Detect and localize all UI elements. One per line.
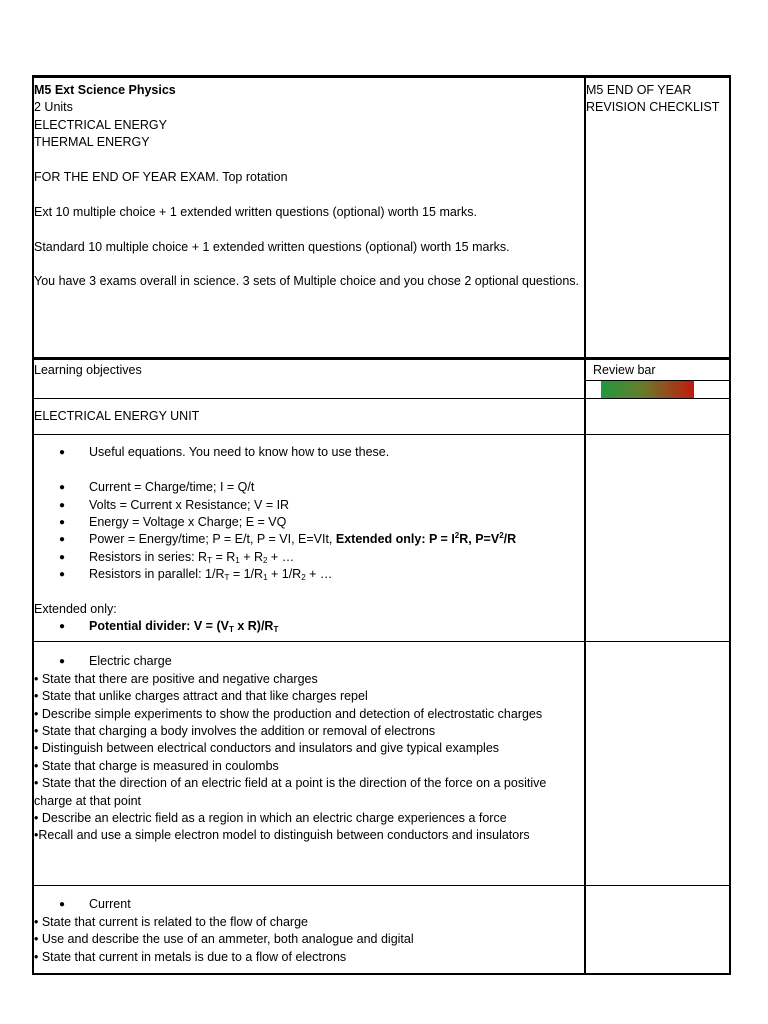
equations-review-cell bbox=[585, 435, 730, 642]
learning-objectives-label: Learning objectives bbox=[34, 363, 142, 377]
course-title: M5 Ext Science Physics bbox=[34, 83, 176, 97]
column-header-row bbox=[33, 359, 730, 399]
checklist-title-cell bbox=[585, 77, 730, 359]
objective-item: • Use and describe the use of an ammeter, both analogue and digital bbox=[34, 932, 414, 947]
objective-item: • State that the direction of an electric field at a point is the direction of the force on a positive charge at that point bbox=[34, 776, 547, 808]
review-bar-label: Review bar bbox=[593, 363, 656, 377]
equation-resistors-parallel: ● Resistors in parallel: $1/R_T = 1/R_1 + 1/R_2$ + … bbox=[34, 566, 584, 583]
objective-item: • Describe simple experiments to show the production and detection of electrostatic charges bbox=[34, 706, 543, 721]
review-bar-header bbox=[585, 359, 730, 399]
current-heading-list bbox=[34, 896, 584, 913]
exam-note: FOR THE END OF YEAR EXAM. Top rotation bbox=[34, 170, 288, 185]
electric-charge-row bbox=[33, 642, 730, 886]
extended-only-label: Extended only: bbox=[34, 602, 117, 617]
equations-row bbox=[33, 435, 730, 642]
equation-energy: ● Energy = Voltage x Charge; E = VQ bbox=[34, 514, 584, 531]
revision-checklist-page bbox=[32, 75, 731, 975]
equation-potential-divider: ● Potential divider: $V = (V_T$ x $R)/R_T$ bbox=[34, 618, 584, 635]
objective-item: • State that there are positive and negative charges bbox=[34, 671, 318, 686]
objective-item: •Recall and use a simple electron model to distinguish between conductors and insulators bbox=[34, 828, 530, 843]
unit-title: ELECTRICAL ENERGY UNIT bbox=[34, 409, 200, 424]
equation-power-extended: Extended only: $P = I^2R$, $P=V^2/R$ bbox=[335, 531, 517, 547]
electric-charge-heading: ● Electric charge bbox=[34, 653, 584, 670]
course-info-cell bbox=[33, 77, 585, 359]
electric-charge-heading-list bbox=[34, 653, 584, 670]
objective-item: • State that unlike charges attract and that like charges repel bbox=[34, 689, 368, 704]
equations-list bbox=[34, 479, 584, 583]
electric-charge-cell bbox=[33, 642, 585, 886]
objective-item: • State that current in metals is due to a flow of electrons bbox=[34, 949, 347, 964]
current-heading: ● Current bbox=[34, 896, 584, 913]
extended-equations-list bbox=[34, 618, 584, 635]
review-bar-gradient bbox=[601, 381, 694, 398]
header-row bbox=[33, 77, 730, 359]
checklist-table bbox=[32, 75, 731, 975]
equation-power: ● Power = Energy/time; P = E/t, P = VI, E=VIt, Extended only: $P = I^2R$, $P=V^2/R$ bbox=[34, 531, 584, 548]
topic-electrical: ELECTRICAL ENERGY bbox=[34, 117, 167, 132]
current-review-cell bbox=[585, 886, 730, 974]
current-objectives bbox=[34, 914, 584, 966]
equation-volts: ● Volts = Current x Resistance; V = IR bbox=[34, 497, 584, 514]
current-row bbox=[33, 886, 730, 974]
equations-cell bbox=[33, 435, 585, 642]
electric-charge-objectives bbox=[34, 671, 584, 845]
unit-review-cell bbox=[585, 399, 730, 435]
unit-title-cell bbox=[33, 399, 585, 435]
standard-note: Standard 10 multiple choice + 1 extended written questions (optional) worth 15 marks. bbox=[34, 239, 510, 254]
objective-item: • State that current is related to the flow of charge bbox=[34, 914, 308, 929]
equations-intro: ● Useful equations. You need to know how to use these. bbox=[34, 444, 584, 461]
course-units: 2 Units bbox=[34, 100, 73, 115]
checklist-title: M5 END OF YEAR REVISION CHECKLIST bbox=[586, 83, 720, 115]
overall-note: You have 3 exams overall in science. 3 sets of Multiple choice and you chose 2 optional questions. bbox=[34, 274, 580, 289]
objective-item: • State that charging a body involves the addition or removal of electrons bbox=[34, 724, 436, 739]
topic-thermal: THERMAL ENERGY bbox=[34, 135, 150, 150]
equations-intro-list bbox=[34, 444, 584, 461]
equation-current: ● Current = Charge/time; I = Q/t bbox=[34, 479, 584, 496]
extended-note: Ext 10 multiple choice + 1 extended written questions (optional) worth 15 marks. bbox=[34, 204, 477, 219]
unit-title-row bbox=[33, 399, 730, 435]
current-cell bbox=[33, 886, 585, 974]
objective-item: • Distinguish between electrical conductors and insulators and give typical examples bbox=[34, 741, 500, 756]
electric-charge-review-cell bbox=[585, 642, 730, 886]
objective-item: • Describe an electric field as a region in which an electric charge experiences a force bbox=[34, 811, 507, 826]
objective-item: • State that charge is measured in coulombs bbox=[34, 758, 279, 773]
equation-resistors-series: ● Resistors in series: $R_T = R_1 + R_2$ + … bbox=[34, 549, 584, 566]
learning-objectives-header bbox=[33, 359, 585, 399]
